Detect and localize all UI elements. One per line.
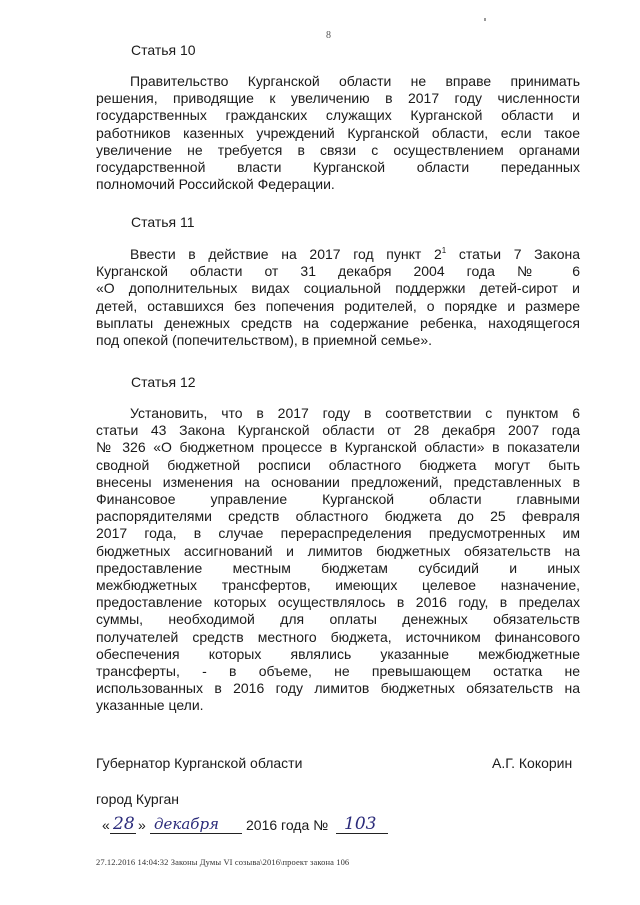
text-line: детей, оставшихся без попечения родителей, о порядке и размере xyxy=(96,297,580,314)
article-10-title: Статья 10 xyxy=(131,42,196,58)
year-number-label: 2016 года № xyxy=(246,817,329,833)
blank-underline xyxy=(336,833,388,834)
scan-speck xyxy=(484,18,486,21)
text-line: работников казенных учреждений Курганской области, если такое xyxy=(96,124,580,141)
text-line: Установить, что в 2017 году в соответствии с пунктом 6 xyxy=(130,405,580,421)
text-line: статьи 43 Закона Курганской области от 28 декабря 2007 года xyxy=(96,422,580,439)
article-11-title: Статья 11 xyxy=(131,214,195,230)
signer-name: А.Г. Кокорин xyxy=(492,755,573,771)
text-line: государственной власти Курганской области переданных xyxy=(96,159,580,176)
text-line: увеличение не требуется в связи с осуществлением органами xyxy=(96,141,580,158)
date-number-line xyxy=(96,815,496,837)
text-line: предоставление которых осуществлялось в 2016 году, в пределах xyxy=(96,594,580,611)
page-number: 8 xyxy=(326,30,331,41)
text-line: использованных в 2016 году лимитов бюджетных обязательств на xyxy=(96,680,580,697)
handwritten-month: декабря xyxy=(154,815,219,833)
text-line: выплаты денежных средств на содержание ребенка, находящегося xyxy=(96,314,580,331)
signer-position: Губернатор Курганской области xyxy=(96,755,303,771)
text-line: бюджетных ассигнований и лимитов бюджетных обязательств на xyxy=(96,542,580,559)
handwritten-number: 103 xyxy=(344,814,377,834)
text-line: решения, приводящие к увеличению в 2017 году численности xyxy=(96,90,580,107)
text-line: 2017 года, в случае перераспределения предусмотренных им xyxy=(96,525,580,542)
text-line: обеспечения которых являлись указанные межбюджетные xyxy=(96,645,580,662)
text-line: государственных гражданских служащих Курганской области и xyxy=(96,107,580,124)
city: город Курган xyxy=(96,791,180,807)
handwritten-day: 28 xyxy=(113,814,135,834)
text-fragment: статьи 7 Закона xyxy=(446,246,580,262)
text-fragment: Ввести в действие на 2017 год пункт 2 xyxy=(130,246,442,262)
text-line: Правительство Курганской области не вправе принимать xyxy=(130,73,580,89)
text-line xyxy=(96,246,580,263)
blank-underline xyxy=(110,833,136,834)
text-line: Курганской области от 31 декабря 2004 года № 6 xyxy=(96,263,580,280)
article-11-text xyxy=(96,246,580,349)
document-footer: 27.12.2016 14:04:32 Законы Думы VI созыва\2016\проект закона 106 xyxy=(96,857,350,867)
blank-underline xyxy=(150,833,242,834)
open-quote: « xyxy=(102,817,110,833)
superscript: 1 xyxy=(441,246,447,255)
text-line: № 326 «О бюджетном процессе в Курганской области» в показатели xyxy=(96,439,580,456)
article-12-text xyxy=(96,405,580,715)
article-10-text xyxy=(96,73,580,193)
text-line: сводной бюджетной росписи областного бюджета могут быть xyxy=(96,456,580,473)
text-line: внесены изменения на основании предложений, представленных в xyxy=(96,473,580,490)
text-line: суммы, необходимой для оплаты денежных обязательств xyxy=(96,611,580,628)
text-line: трансферты, - в объеме, не превышающем остатка не xyxy=(96,663,580,680)
text-line: под опекой (попечительством), в приемной семье». xyxy=(96,332,432,349)
text-line: распорядителями средств областного бюджета до 25 февраля xyxy=(96,508,580,525)
text-line: межбюджетных трансфертов, имеющих целевое назначение, xyxy=(96,577,580,594)
article-12-title: Статья 12 xyxy=(131,374,196,390)
close-quote: » xyxy=(138,817,146,833)
text-line: «О дополнительных видах социальной поддержки детей-сирот и xyxy=(96,280,580,297)
text-line: указанные цели. xyxy=(96,697,204,714)
text-line: предоставление местным бюджетам субсидий и иных xyxy=(96,559,580,576)
text-line: полномочий Российской Федерации. xyxy=(96,176,335,193)
text-line: получателей средств местного бюджета, источником финансового xyxy=(96,628,580,645)
text-line: Финансовое управление Курганской области главными xyxy=(96,491,580,508)
